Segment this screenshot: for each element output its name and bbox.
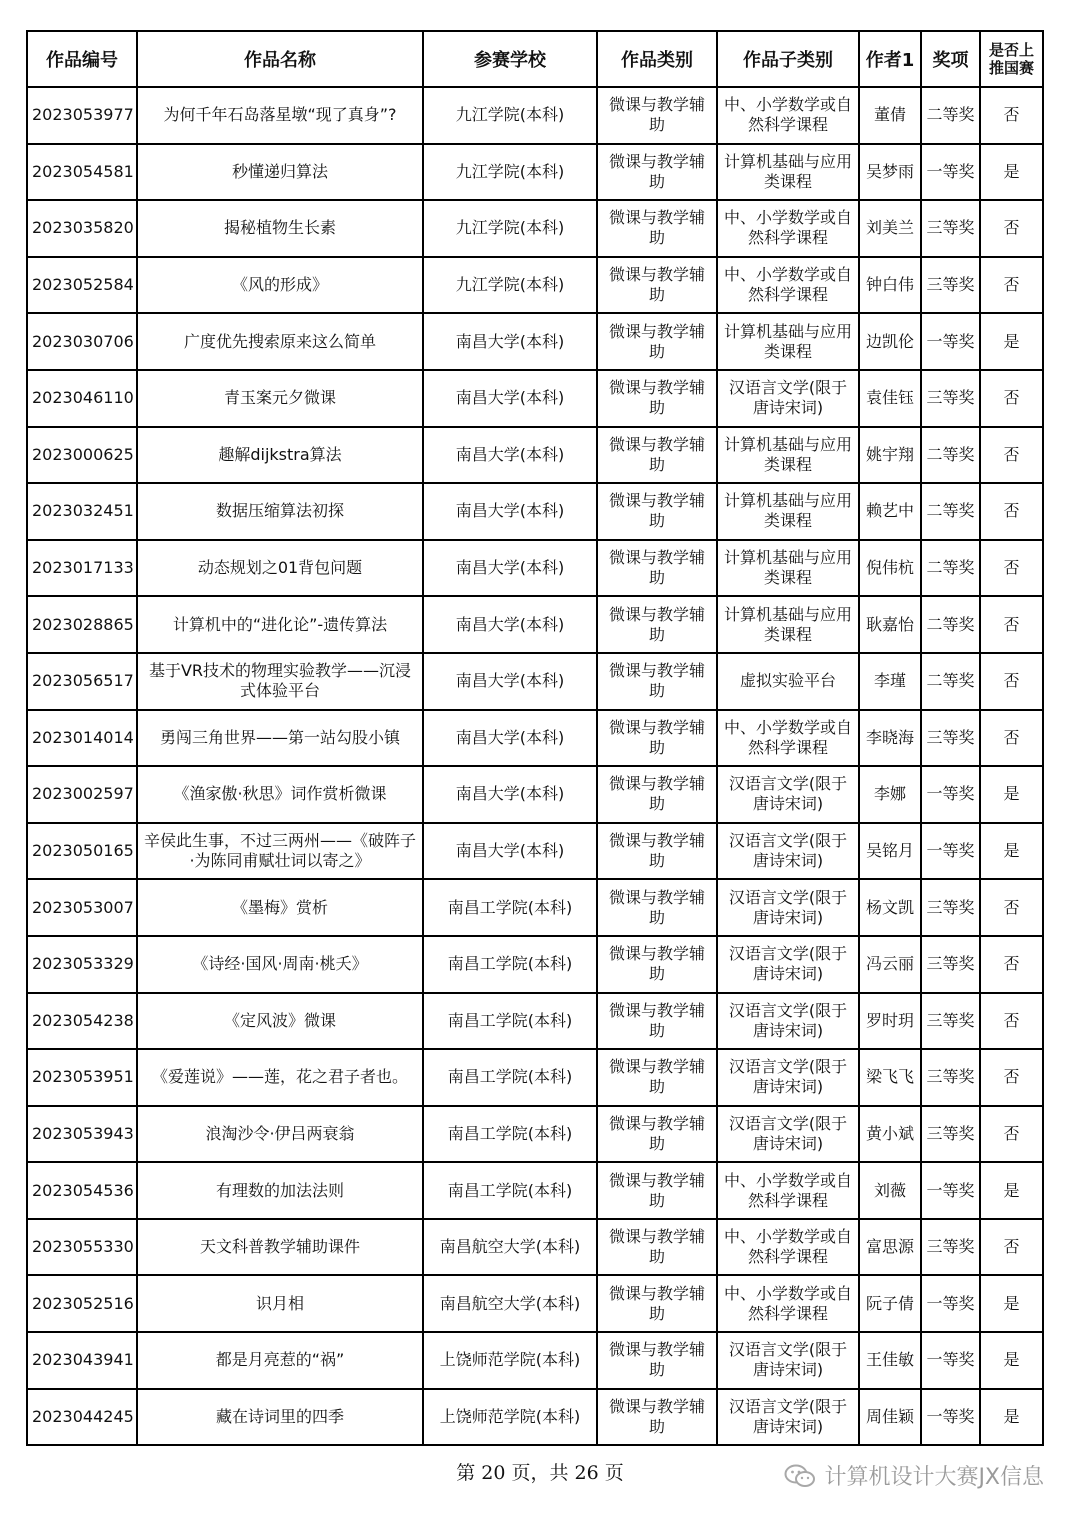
cell-category: 微课与教学辅助 (597, 144, 717, 201)
cell-school: 南昌大学(本科) (423, 313, 597, 370)
cell-national: 否 (980, 257, 1043, 314)
cell-work-name: 《爱莲说》——莲，花之君子者也。 (137, 1049, 423, 1106)
table-row (27, 1162, 1043, 1219)
cell-author: 黄小斌 (859, 1106, 921, 1163)
cell-work-id: 2023054581 (27, 144, 137, 201)
cell-author: 吴铭月 (859, 823, 921, 880)
table-row (27, 540, 1043, 597)
cell-award: 一等奖 (921, 1332, 980, 1389)
cell-national: 否 (980, 200, 1043, 257)
cell-work-name: 揭秘植物生长素 (137, 200, 423, 257)
table-row (27, 427, 1043, 484)
cell-work-name: 基于VR技术的物理实验教学——沉浸式体验平台 (137, 653, 423, 710)
table-row (27, 653, 1043, 710)
cell-national: 否 (980, 710, 1043, 767)
cell-category: 微课与教学辅助 (597, 823, 717, 880)
cell-category: 微课与教学辅助 (597, 257, 717, 314)
cell-work-name: 《定风波》微课 (137, 993, 423, 1050)
cell-work-name: 浪淘沙令·伊吕两衰翁 (137, 1106, 423, 1163)
watermark-text: 计算机设计大赛JX信息 (824, 1465, 1044, 1490)
cell-school: 南昌大学(本科) (423, 653, 597, 710)
cell-work-id: 2023052584 (27, 257, 137, 314)
cell-work-id: 2023044245 (27, 1389, 137, 1446)
cell-work-name: 有理数的加法法则 (137, 1162, 423, 1219)
cell-subcategory: 中、小学数学或自然科学课程 (717, 200, 859, 257)
cell-category: 微课与教学辅助 (597, 1389, 717, 1446)
cell-work-name: 藏在诗词里的四季 (137, 1389, 423, 1446)
cell-national: 否 (980, 653, 1043, 710)
cell-author: 罗时玥 (859, 993, 921, 1050)
cell-national: 否 (980, 879, 1043, 936)
table-row (27, 1332, 1043, 1389)
cell-award: 二等奖 (921, 427, 980, 484)
cell-category: 微课与教学辅助 (597, 1162, 717, 1219)
cell-award: 一等奖 (921, 766, 980, 823)
cell-award: 三等奖 (921, 1219, 980, 1276)
cell-category: 微课与教学辅助 (597, 766, 717, 823)
cell-award: 三等奖 (921, 993, 980, 1050)
cell-national: 是 (980, 1275, 1043, 1332)
table-row (27, 144, 1043, 201)
cell-award: 二等奖 (921, 540, 980, 597)
cell-national: 否 (980, 1106, 1043, 1163)
wechat-icon (784, 1463, 816, 1489)
cell-award: 一等奖 (921, 144, 980, 201)
cell-subcategory: 计算机基础与应用类课程 (717, 144, 859, 201)
cell-school: 南昌大学(本科) (423, 710, 597, 767)
cell-author: 周佳颖 (859, 1389, 921, 1446)
cell-school: 南昌工学院(本科) (423, 1049, 597, 1106)
cell-national: 否 (980, 1049, 1043, 1106)
cell-national: 否 (980, 87, 1043, 144)
cell-award: 三等奖 (921, 1106, 980, 1163)
cell-national: 否 (980, 540, 1043, 597)
watermark (784, 1460, 1044, 1491)
cell-work-id: 2023053977 (27, 87, 137, 144)
page-number: 第 20 页，共 26 页 (456, 1462, 624, 1484)
cell-national: 是 (980, 1389, 1043, 1446)
cell-subcategory: 汉语言文学(限于唐诗宋词) (717, 1389, 859, 1446)
cell-author: 刘薇 (859, 1162, 921, 1219)
cell-school: 南昌工学院(本科) (423, 1162, 597, 1219)
cell-category: 微课与教学辅助 (597, 200, 717, 257)
table-row (27, 1049, 1043, 1106)
cell-author: 吴梦雨 (859, 144, 921, 201)
cell-subcategory: 汉语言文学(限于唐诗宋词) (717, 879, 859, 936)
cell-work-name: 辛侯此生事，不过三两州——《破阵子·为陈同甫赋壮词以寄之》 (137, 823, 423, 880)
cell-work-id: 2023043941 (27, 1332, 137, 1389)
header-category: 作品类别 (597, 31, 717, 87)
cell-national: 是 (980, 144, 1043, 201)
cell-subcategory: 汉语言文学(限于唐诗宋词) (717, 1106, 859, 1163)
table-row (27, 257, 1043, 314)
cell-work-id: 2023053943 (27, 1106, 137, 1163)
cell-award: 一等奖 (921, 313, 980, 370)
cell-national: 否 (980, 427, 1043, 484)
cell-national: 是 (980, 1332, 1043, 1389)
cell-award: 二等奖 (921, 596, 980, 653)
table-row (27, 87, 1043, 144)
cell-subcategory: 中、小学数学或自然科学课程 (717, 710, 859, 767)
cell-work-id: 2023053007 (27, 879, 137, 936)
table-row (27, 879, 1043, 936)
cell-author: 钟白伟 (859, 257, 921, 314)
cell-work-name: 《风的形成》 (137, 257, 423, 314)
cell-work-id: 2023017133 (27, 540, 137, 597)
cell-school: 南昌大学(本科) (423, 766, 597, 823)
cell-award: 三等奖 (921, 936, 980, 993)
header-award: 奖项 (921, 31, 980, 87)
cell-award: 三等奖 (921, 200, 980, 257)
cell-award: 三等奖 (921, 370, 980, 427)
cell-award: 一等奖 (921, 1275, 980, 1332)
cell-author: 李瑾 (859, 653, 921, 710)
cell-work-name: 动态规划之01背包问题 (137, 540, 423, 597)
cell-work-id: 2023014014 (27, 710, 137, 767)
cell-national: 否 (980, 483, 1043, 540)
cell-subcategory: 中、小学数学或自然科学课程 (717, 1219, 859, 1276)
cell-work-name: 趣解dijkstra算法 (137, 427, 423, 484)
cell-category: 微课与教学辅助 (597, 653, 717, 710)
cell-national: 否 (980, 1219, 1043, 1276)
cell-author: 李晓海 (859, 710, 921, 767)
cell-work-id: 2023046110 (27, 370, 137, 427)
cell-subcategory: 计算机基础与应用类课程 (717, 540, 859, 597)
cell-category: 微课与教学辅助 (597, 596, 717, 653)
cell-national: 否 (980, 370, 1043, 427)
cell-school: 上饶师范学院(本科) (423, 1389, 597, 1446)
header-subcategory: 作品子类别 (717, 31, 859, 87)
cell-category: 微课与教学辅助 (597, 936, 717, 993)
cell-work-id: 2023055330 (27, 1219, 137, 1276)
cell-subcategory: 汉语言文学(限于唐诗宋词) (717, 766, 859, 823)
cell-work-id: 2023028865 (27, 596, 137, 653)
table-row (27, 596, 1043, 653)
cell-author: 边凯伦 (859, 313, 921, 370)
cell-award: 二等奖 (921, 653, 980, 710)
header-work-id: 作品编号 (27, 31, 137, 87)
cell-school: 南昌大学(本科) (423, 540, 597, 597)
cell-category: 微课与教学辅助 (597, 87, 717, 144)
cell-category: 微课与教学辅助 (597, 993, 717, 1050)
cell-author: 赖艺中 (859, 483, 921, 540)
cell-work-id: 2023054536 (27, 1162, 137, 1219)
cell-work-name: 天文科普教学辅助课件 (137, 1219, 423, 1276)
cell-subcategory: 中、小学数学或自然科学课程 (717, 257, 859, 314)
table-row (27, 766, 1043, 823)
table-row (27, 1219, 1043, 1276)
cell-author: 耿嘉怡 (859, 596, 921, 653)
table-row (27, 1389, 1043, 1446)
cell-category: 微课与教学辅助 (597, 1332, 717, 1389)
cell-category: 微课与教学辅助 (597, 427, 717, 484)
cell-subcategory: 计算机基础与应用类课程 (717, 483, 859, 540)
cell-subcategory: 虚拟实验平台 (717, 653, 859, 710)
table-row (27, 993, 1043, 1050)
cell-award: 一等奖 (921, 1162, 980, 1219)
cell-school: 南昌航空大学(本科) (423, 1275, 597, 1332)
cell-author: 倪伟杭 (859, 540, 921, 597)
cell-subcategory: 汉语言文学(限于唐诗宋词) (717, 370, 859, 427)
header-author: 作者1 (859, 31, 921, 87)
cell-subcategory: 汉语言文学(限于唐诗宋词) (717, 936, 859, 993)
cell-school: 南昌工学院(本科) (423, 1106, 597, 1163)
cell-category: 微课与教学辅助 (597, 370, 717, 427)
cell-author: 王佳敏 (859, 1332, 921, 1389)
cell-school: 九江学院(本科) (423, 87, 597, 144)
cell-award: 三等奖 (921, 1049, 980, 1106)
cell-school: 南昌工学院(本科) (423, 936, 597, 993)
cell-work-name: 勇闯三角世界——第一站勾股小镇 (137, 710, 423, 767)
cell-work-id: 2023002597 (27, 766, 137, 823)
cell-award: 一等奖 (921, 1389, 980, 1446)
cell-subcategory: 汉语言文学(限于唐诗宋词) (717, 823, 859, 880)
cell-category: 微课与教学辅助 (597, 879, 717, 936)
cell-work-name: 《诗经·国风·周南·桃夭》 (137, 936, 423, 993)
cell-award: 二等奖 (921, 483, 980, 540)
cell-category: 微课与教学辅助 (597, 1275, 717, 1332)
cell-award: 三等奖 (921, 710, 980, 767)
cell-category: 微课与教学辅助 (597, 540, 717, 597)
cell-school: 南昌大学(本科) (423, 427, 597, 484)
cell-category: 微课与教学辅助 (597, 1049, 717, 1106)
cell-work-name: 广度优先搜索原来这么简单 (137, 313, 423, 370)
cell-national: 是 (980, 313, 1043, 370)
cell-work-name: 《墨梅》赏析 (137, 879, 423, 936)
cell-author: 姚宇翔 (859, 427, 921, 484)
cell-school: 南昌大学(本科) (423, 370, 597, 427)
cell-national: 是 (980, 766, 1043, 823)
table-row (27, 1275, 1043, 1332)
cell-work-id: 2023053951 (27, 1049, 137, 1106)
cell-work-name: 为何千年石岛落星墩“现了真身”? (137, 87, 423, 144)
cell-subcategory: 汉语言文学(限于唐诗宋词) (717, 993, 859, 1050)
cell-subcategory: 计算机基础与应用类课程 (717, 596, 859, 653)
cell-subcategory: 计算机基础与应用类课程 (717, 313, 859, 370)
table-row (27, 936, 1043, 993)
cell-author: 董倩 (859, 87, 921, 144)
table-row (27, 710, 1043, 767)
cell-school: 南昌大学(本科) (423, 483, 597, 540)
cell-national: 否 (980, 993, 1043, 1050)
cell-work-id: 2023050165 (27, 823, 137, 880)
cell-work-id: 2023000625 (27, 427, 137, 484)
table-row (27, 370, 1043, 427)
cell-national: 否 (980, 596, 1043, 653)
cell-category: 微课与教学辅助 (597, 1219, 717, 1276)
cell-subcategory: 汉语言文学(限于唐诗宋词) (717, 1049, 859, 1106)
cell-author: 李娜 (859, 766, 921, 823)
cell-award: 一等奖 (921, 823, 980, 880)
cell-author: 袁佳钰 (859, 370, 921, 427)
cell-work-name: 都是月亮惹的“祸” (137, 1332, 423, 1389)
cell-work-name: 秒懂递归算法 (137, 144, 423, 201)
cell-author: 富思源 (859, 1219, 921, 1276)
cell-school: 九江学院(本科) (423, 257, 597, 314)
cell-school: 南昌大学(本科) (423, 823, 597, 880)
header-work-name: 作品名称 (137, 31, 423, 87)
cell-award: 二等奖 (921, 87, 980, 144)
cell-subcategory: 计算机基础与应用类课程 (717, 427, 859, 484)
table-row (27, 483, 1043, 540)
cell-author: 阮子倩 (859, 1275, 921, 1332)
cell-work-name: 《渔家傲·秋思》词作赏析微课 (137, 766, 423, 823)
header-national: 是否上推国赛 (980, 31, 1043, 87)
cell-national: 是 (980, 1162, 1043, 1219)
cell-school: 南昌大学(本科) (423, 596, 597, 653)
table-row (27, 313, 1043, 370)
cell-work-name: 计算机中的“进化论”-遗传算法 (137, 596, 423, 653)
cell-national: 否 (980, 936, 1043, 993)
header-school: 参赛学校 (423, 31, 597, 87)
cell-work-id: 2023030706 (27, 313, 137, 370)
cell-category: 微课与教学辅助 (597, 710, 717, 767)
cell-category: 微课与教学辅助 (597, 1106, 717, 1163)
cell-work-id: 2023054238 (27, 993, 137, 1050)
cell-work-name: 青玉案元夕微课 (137, 370, 423, 427)
cell-school: 九江学院(本科) (423, 200, 597, 257)
cell-subcategory: 汉语言文学(限于唐诗宋词) (717, 1332, 859, 1389)
cell-work-id: 2023056517 (27, 653, 137, 710)
table-header-row (27, 31, 1043, 87)
cell-author: 刘美兰 (859, 200, 921, 257)
cell-author: 冯云丽 (859, 936, 921, 993)
cell-category: 微课与教学辅助 (597, 483, 717, 540)
cell-school: 南昌工学院(本科) (423, 993, 597, 1050)
cell-work-id: 2023052516 (27, 1275, 137, 1332)
cell-school: 上饶师范学院(本科) (423, 1332, 597, 1389)
cell-school: 九江学院(本科) (423, 144, 597, 201)
cell-author: 梁飞飞 (859, 1049, 921, 1106)
cell-category: 微课与教学辅助 (597, 313, 717, 370)
cell-author: 杨文凯 (859, 879, 921, 936)
cell-subcategory: 中、小学数学或自然科学课程 (717, 1162, 859, 1219)
table-row (27, 823, 1043, 880)
cell-work-id: 2023053329 (27, 936, 137, 993)
cell-subcategory: 中、小学数学或自然科学课程 (717, 87, 859, 144)
table-row (27, 1106, 1043, 1163)
results-table (26, 30, 1044, 1446)
cell-work-name: 识月相 (137, 1275, 423, 1332)
cell-award: 三等奖 (921, 257, 980, 314)
cell-school: 南昌工学院(本科) (423, 879, 597, 936)
cell-national: 是 (980, 823, 1043, 880)
table-row (27, 200, 1043, 257)
cell-work-name: 数据压缩算法初探 (137, 483, 423, 540)
cell-subcategory: 中、小学数学或自然科学课程 (717, 1275, 859, 1332)
cell-work-id: 2023032451 (27, 483, 137, 540)
cell-award: 三等奖 (921, 879, 980, 936)
cell-work-id: 2023035820 (27, 200, 137, 257)
cell-school: 南昌航空大学(本科) (423, 1219, 597, 1276)
